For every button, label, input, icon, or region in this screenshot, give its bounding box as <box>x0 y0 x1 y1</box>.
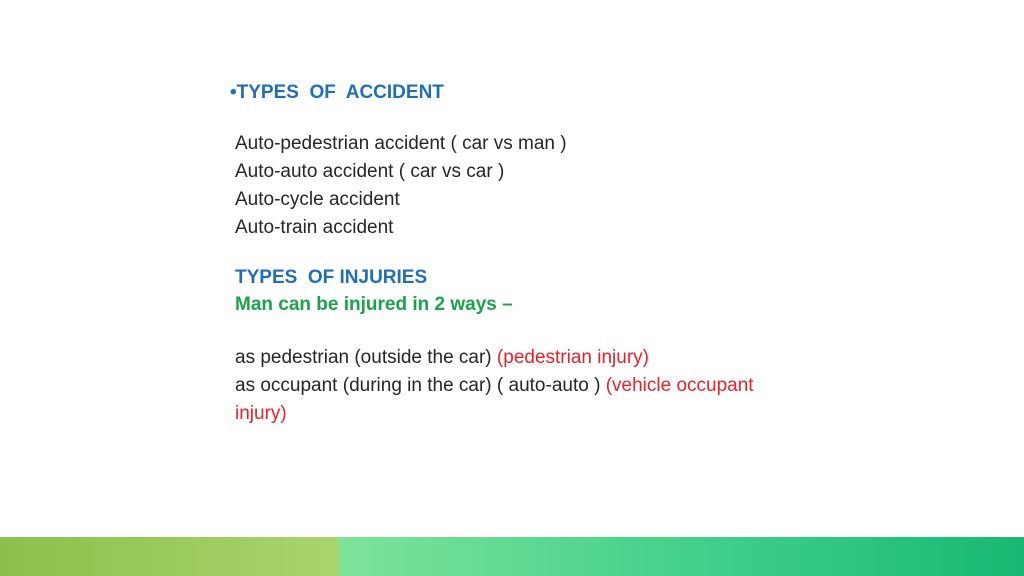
injuries-heading: TYPES OF INJURIES <box>235 267 428 288</box>
list-item: Auto-pedestrian accident ( car vs man ) <box>235 133 567 154</box>
accident-types-heading: •TYPES OF ACCIDENT <box>230 82 444 103</box>
list-item: Auto-auto accident ( car vs car ) <box>235 161 505 182</box>
injuries-subheading: Man can be injured in 2 ways – <box>235 294 513 315</box>
injury-explanation <box>235 344 755 428</box>
pedestrian-line-text: as pedestrian (outside the car) <box>235 347 497 368</box>
list-item: Auto-cycle accident <box>235 189 400 210</box>
list-item: Auto-train accident <box>235 217 394 238</box>
occupant-injury-highlight: (vehicle occupant injury) <box>235 375 754 424</box>
footer-bar <box>0 537 1024 576</box>
injuries-section <box>235 265 513 319</box>
footer-bar-right <box>339 537 1024 576</box>
occupant-line-text: as occupant (during in the car) ( auto-auto ) <box>235 375 606 396</box>
footer-bar-left <box>0 537 339 576</box>
accident-types-list <box>235 130 567 242</box>
pedestrian-injury-highlight: (pedestrian injury) <box>496 347 649 368</box>
